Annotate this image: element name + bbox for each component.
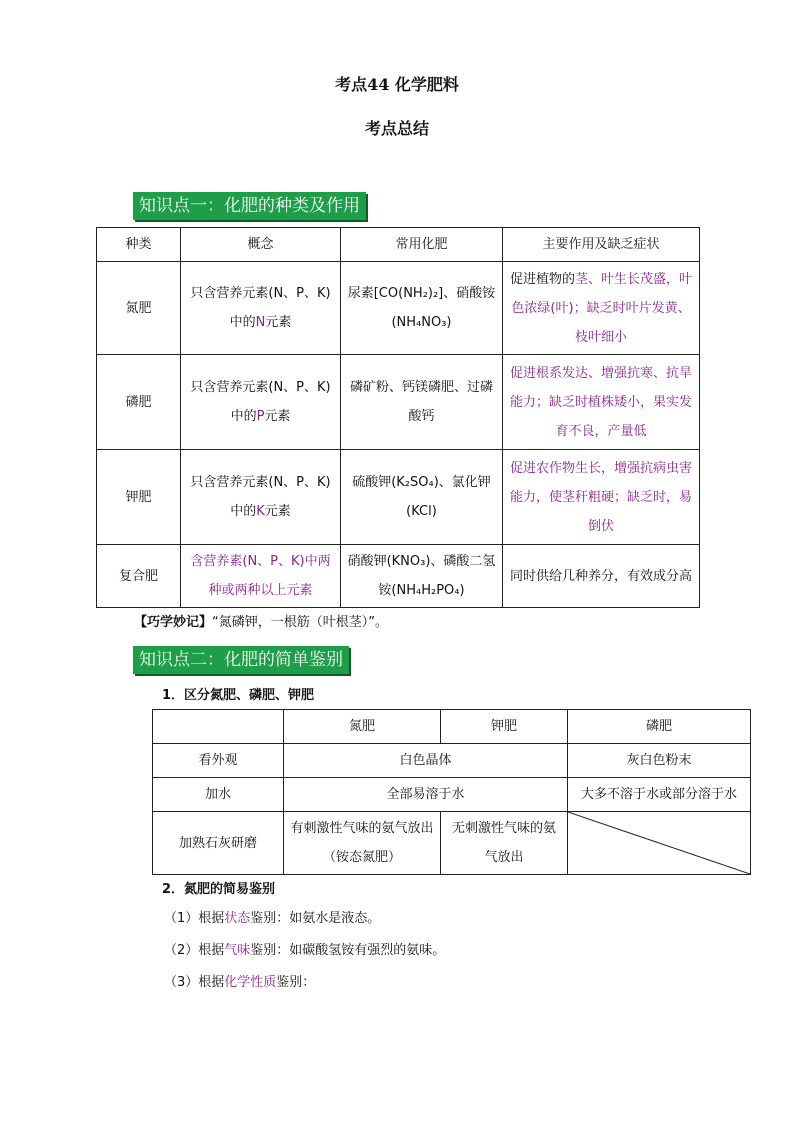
page-title: 考点44 化学肥料 [335,75,459,94]
item-text: （3）根据 [164,975,225,990]
row-label: 看外观 [153,744,284,778]
fertilizer-type: 磷肥 [97,355,181,450]
tip-text: “氮磷钾，一根筋（叶根茎）”。 [212,615,388,630]
header-cell [153,710,284,744]
fertilizer-type: 复合肥 [97,545,181,608]
concept-cell [181,262,341,355]
fertilizer-type: 钾肥 [97,450,181,545]
n-cell: 有刺激性气味的氨气放出（铵态氮肥） [284,812,441,875]
subheading-2: 2．氮肥的简易鉴别 [162,882,276,897]
concept-element: P [256,409,265,424]
fertilizer-types-table [96,227,700,608]
concept-text: 只含营养元素(N、P、K)中的 [190,286,331,330]
list-item [164,939,445,958]
p-cell: 大多不溶于水或部分溶于水 [568,778,751,812]
concept-text: 元素 [264,409,291,424]
header-cell: 常用化肥 [341,228,503,262]
concept-cell [181,355,341,450]
concept-cell [181,450,341,545]
table-row [97,450,700,545]
tip-label: 【巧学妙记】 [134,615,213,630]
nk-cell: 白色晶体 [284,744,568,778]
row-label: 加水 [153,778,284,812]
item-highlight: 状态 [224,911,251,926]
item-text: 鉴别：如碳酸氢铵有强烈的氨味。 [250,943,446,958]
item-highlight: 气味 [224,943,251,958]
concept-highlight: 含营养素(N、P、K)中两种或两种以上元素 [181,545,341,608]
row-label: 加熟石灰研磨 [153,812,284,875]
concept-element: N [255,315,266,330]
list-item [164,971,315,990]
effect-cell: 同时供给几种养分，有效成分高 [503,545,700,608]
concept-text: 元素 [264,504,291,519]
identification-table [152,709,751,875]
table-row [97,355,700,450]
list-item [164,907,380,926]
header-cell: 氮肥 [284,710,441,744]
table-row [153,778,751,812]
effect-highlight: 促进根系发达、增强抗寒、抗旱能力；缺乏时植株矮小，果实发育不良，产量低 [503,355,700,450]
table-row [97,545,700,608]
effect-highlight: 促进农作物生长，增强抗病虫害能力，使茎秆粗硬；缺乏时，易倒伏 [503,450,700,545]
item-text: （1）根据 [164,911,225,926]
table-header-row [97,228,700,262]
empty-diagonal-cell [568,812,751,875]
fertilizer-examples: 尿素[CO(NH₂)₂]、硝酸铵(NH₄NO₃) [341,262,503,355]
memory-tip [134,611,388,630]
header-cell: 概念 [181,228,341,262]
table-header-row [153,710,751,744]
item-text: 鉴别：如氨水是液态。 [250,911,381,926]
concept-text: 只含营养元素(N、P、K)中的 [190,475,331,519]
fertilizer-examples: 硝酸钾(KNO₃)、磷酸二氢铵(NH₄H₂PO₄) [341,545,503,608]
nk-cell: 全部易溶于水 [284,778,568,812]
k-cell: 无刺激性气味的氨气放出 [441,812,568,875]
effect-text: 促进植物的 [509,271,575,287]
fertilizer-examples: 硫酸钾(K₂SO₄)、氯化钾(KCl) [341,450,503,545]
effect-highlight: 茎、叶生长茂盛，叶色浓绿(叶) [511,271,693,316]
item-text: 鉴别： [276,975,316,990]
header-cell: 钾肥 [441,710,568,744]
fertilizer-examples: 磷矿粉、钙镁磷肥、过磷酸钙 [341,355,503,450]
table-row [153,812,751,875]
page-subtitle: 考点总结 [364,119,429,138]
subheading-1: 1．区分氮肥、磷肥、钾肥 [162,688,315,703]
fertilizer-type: 氮肥 [97,262,181,355]
p-cell: 灰白色粉末 [568,744,751,778]
section-heading-2: 知识点二：化肥的简单鉴别 [133,646,349,674]
effect-text: ；缺乏时叶片发黄、枝叶细小 [573,300,691,345]
concept-text: 只含营养元素(N、P、K)中的 [190,380,331,424]
item-text: （2）根据 [164,943,225,958]
table-row [97,262,700,355]
table-row [153,744,751,778]
concept-element: K [256,504,265,519]
effect-cell [503,262,700,355]
section-heading-1: 知识点一：化肥的种类及作用 [133,192,366,220]
concept-text: 元素 [265,315,292,330]
header-cell: 磷肥 [568,710,751,744]
header-cell: 主要作用及缺乏症状 [503,228,700,262]
item-highlight: 化学性质 [224,975,277,990]
header-cell: 种类 [97,228,181,262]
diagonal-line [568,812,750,874]
